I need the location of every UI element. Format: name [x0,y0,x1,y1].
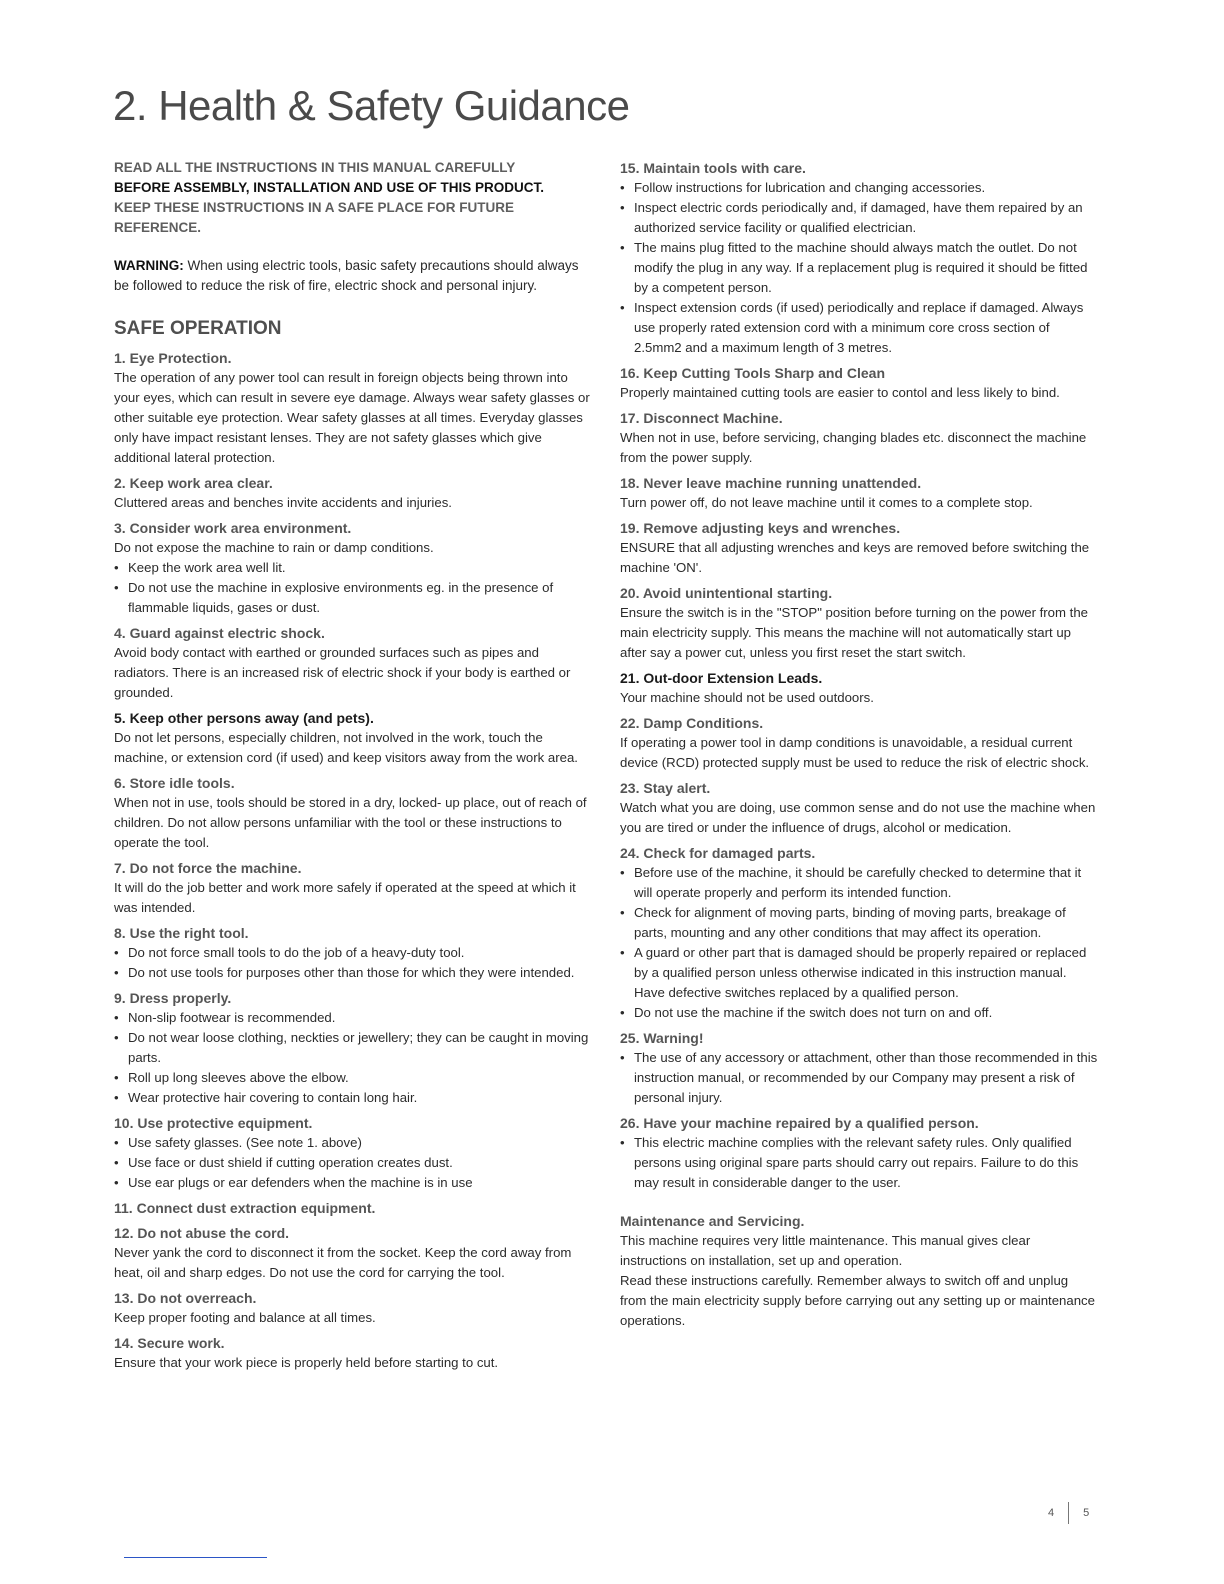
bullet-item: • Wear protective hair covering to contain long hair. [114,1088,592,1108]
left-items-list [114,348,592,1373]
safety-item [620,583,1098,663]
bullet-item: • Inspect extension cords (if used) periodically and replace if damaged. Always use properly rated extension cord with a minimum core cross section of 2.5mm2 and a maximum length of 3 metres. [620,298,1098,358]
safety-item-body [620,538,1098,578]
page-numbers [1048,1502,1089,1524]
safety-item-paragraph: Avoid body contact with earthed or grounded surfaces such as pipes and radiators. There is an increased risk of electric shock if your body is earthed or grounded. [114,645,571,700]
safety-item-body [620,603,1098,663]
bullet-item: • Use face or dust shield if cutting operation creates dust. [114,1153,592,1173]
safety-item-title: 13. Do not overreach. [114,1290,257,1306]
bullet-item: • Do not wear loose clothing, neckties or jewellery; they can be caught in moving parts. [114,1028,592,1068]
safety-item-paragraph: If operating a power tool in damp conditions is unavoidable, a residual current device (RCD) protected supply must be used to reduce the risk of electric shock. [620,735,1090,770]
safety-item [114,1198,592,1218]
safety-item-body [114,1308,592,1328]
safety-item-paragraph: Turn power off, do not leave machine until it comes to a complete stop. [620,495,1033,510]
safety-item-title: 11. Connect dust extraction equipment. [114,1200,376,1216]
safety-item-title: 1. Eye Protection. [114,350,232,366]
safety-item-title: 18. Never leave machine running unattended. [620,475,922,491]
bullet-list [114,558,592,618]
safety-item-paragraph: Watch what you are doing, use common sense and do not use the machine when you are tired or under the influence of drugs, alcohol or medication. [620,800,1096,835]
bullet-list [114,943,592,983]
bullet-item: • Use safety glasses. (See note 1. above) [114,1133,592,1153]
safety-item-title: 17. Disconnect Machine. [620,410,783,426]
safety-item-title: 25. Warning! [620,1030,704,1046]
safety-item [620,778,1098,838]
safety-item [114,1113,592,1193]
safety-item-body [114,793,592,853]
safety-item [620,473,1098,513]
safety-item [114,518,592,618]
bullet-item: • The mains plug fitted to the machine should always match the outlet. Do not modify the plug in any way. If a replacement plug is required it should be fitted by a competent person. [620,238,1098,298]
safety-item-title: 21. Out-door Extension Leads. [620,670,823,686]
intro-line: BEFORE ASSEMBLY, INSTALLATION AND USE OF THIS PRODUCT. [114,180,545,195]
bullet-list [620,863,1098,1023]
bullet-list [620,1133,1098,1193]
safety-item [620,713,1098,773]
maintenance-paragraph: This machine requires very little maintenance. This manual gives clear instructions on installation, set up and operation. [620,1233,1031,1268]
safety-item-title: 7. Do not force the machine. [114,860,302,876]
warning-text: When using electric tools, basic safety precautions should always be followed to reduce the risk of fire, electric shock and personal injury. [114,258,579,293]
safety-item [114,858,592,918]
maintenance-paragraph: Read these instructions carefully. Remember always to switch off and unplug from the main electricity supply before carrying out any setting up or maintenance operations. [620,1273,1095,1328]
safety-item-paragraph: Ensure the switch is in the "STOP" position before turning on the power from the main electricity supply. This means the machine will not automatically start up after say a power cut, unless you first reset the start switch. [620,605,1088,660]
footer-rule [124,1557,267,1558]
safety-item [114,348,592,468]
page-number-divider [1068,1502,1069,1524]
safety-item-body [114,1133,592,1193]
bullet-item: • Follow instructions for lubrication and changing accessories. [620,178,1098,198]
bullet-item: • Use ear plugs or ear defenders when the machine is in use [114,1173,592,1193]
bullet-item: • Before use of the machine, it should be carefully checked to determine that it will operate properly and perform its intended function. [620,863,1098,903]
bullet-item: • Check for alignment of moving parts, binding of moving parts, breakage of parts, mounting and any other conditions that may affect its operation. [620,903,1098,943]
safety-item-body [114,643,592,703]
safety-item-body [114,728,592,768]
safety-item [114,923,592,983]
safety-item-title: 15. Maintain tools with care. [620,160,806,176]
safety-item [620,363,1098,403]
bullet-list [114,1133,592,1193]
safety-item [114,708,592,768]
bullet-list [114,1008,592,1108]
safety-item-paragraph: Keep proper footing and balance at all times. [114,1310,376,1325]
bullet-item: • Do not force small tools to do the job of a heavy-duty tool. [114,943,592,963]
safety-item [620,1028,1098,1108]
intro-notice [114,158,592,238]
bullet-item: • Do not use tools for purposes other than those for which they were intended. [114,963,592,983]
maintenance-section [620,1211,1098,1331]
safety-item [114,473,592,513]
safety-item-body [620,178,1098,358]
safety-item [114,1333,592,1373]
safety-item-title: 19. Remove adjusting keys and wrenches. [620,520,901,536]
maintenance-body [620,1231,1098,1331]
safety-item-body [620,428,1098,468]
safety-item-paragraph: Never yank the cord to disconnect it from the socket. Keep the cord away from heat, oil and sharp edges. Do not use the cord for carrying the tool. [114,1245,572,1280]
safety-item-title: 2. Keep work area clear. [114,475,273,491]
safety-item-body [114,878,592,918]
right-items-list [620,158,1098,1193]
left-column [114,158,592,1378]
safety-item-body [114,538,592,618]
safety-item [620,408,1098,468]
safety-item [114,773,592,853]
bullet-list [620,178,1098,358]
safety-item-title: 22. Damp Conditions. [620,715,764,731]
safety-item-paragraph: It will do the job better and work more safely if operated at the speed at which it was intended. [114,880,576,915]
warning-label: WARNING: [114,258,184,273]
page-number-right: 5 [1083,1507,1090,1519]
safety-item-body [620,798,1098,838]
safety-item-body [114,1008,592,1108]
safety-item-body [114,493,592,513]
safety-item-body [620,863,1098,1023]
safety-item-paragraph: Cluttered areas and benches invite accidents and injuries. [114,495,452,510]
page-number-left: 4 [1048,1507,1055,1519]
safety-item-title: 9. Dress properly. [114,990,232,1006]
safety-item-paragraph: Properly maintained cutting tools are easier to contol and less likely to bind. [620,385,1060,400]
safety-item-paragraph: Your machine should not be used outdoors. [620,690,874,705]
intro-line: KEEP THESE INSTRUCTIONS IN A SAFE PLACE FOR FUTURE REFERENCE. [114,200,515,235]
safety-item-title: 24. Check for damaged parts. [620,845,816,861]
bullet-item: • A guard or other part that is damaged should be properly repaired or replaced by a qualified person unless otherwise indicated in this instruction manual. Have defective switches replaced by a qualified person. [620,943,1098,1003]
safety-item-paragraph: Ensure that your work piece is properly held before starting to cut. [114,1355,499,1370]
bullet-item: • Roll up long sleeves above the elbow. [114,1068,592,1088]
safety-item [114,623,592,703]
safety-item [620,668,1098,708]
safety-item-title: 20. Avoid unintentional starting. [620,585,833,601]
safety-item-body [620,493,1098,513]
safety-item-body [114,1243,592,1283]
safety-item-body [620,1133,1098,1193]
safety-item-title: 8. Use the right tool. [114,925,249,941]
safety-item [620,1113,1098,1193]
warning-paragraph [114,256,592,296]
page-title: 2. Health & Safety Guidance [113,82,630,129]
bullet-item: • Non-slip footwear is recommended. [114,1008,592,1028]
safety-item [114,1288,592,1328]
safety-item-paragraph: When not in use, tools should be stored in a dry, locked- up place, out of reach of children. Do not allow persons unfamiliar with the tool or these instructions to operate the tool. [114,795,587,850]
safety-item-title: 23. Stay alert. [620,780,711,796]
safety-item [620,843,1098,1023]
section-heading: SAFE OPERATION [114,318,282,339]
safety-item-paragraph: Do not expose the machine to rain or damp conditions. [114,540,434,555]
safety-item-title: 14. Secure work. [114,1335,225,1351]
bullet-item: • Do not use the machine in explosive environments eg. in the presence of flammable liquids, gases or dust. [114,578,592,618]
safety-item-title: 4. Guard against electric shock. [114,625,325,641]
safety-item-body [620,688,1098,708]
right-column [620,158,1098,1336]
safety-item-title: 12. Do not abuse the cord. [114,1225,290,1241]
safety-item-body [620,733,1098,773]
bullet-item: • Do not use the machine if the switch does not turn on and off. [620,1003,1098,1023]
safety-item-paragraph: Do not let persons, especially children, not involved in the work, touch the machine, or extension cord (if used) and keep visitors away from the work area. [114,730,578,765]
intro-line: READ ALL THE INSTRUCTIONS IN THIS MANUAL CAREFULLY [114,160,516,175]
safety-item [114,988,592,1108]
safety-item-title: 6. Store idle tools. [114,775,235,791]
safety-item-paragraph: ENSURE that all adjusting wrenches and keys are removed before switching the machine 'ON'. [620,540,1090,575]
safety-item-body [114,368,592,468]
bullet-list [620,1048,1098,1108]
bullet-item: • Keep the work area well lit. [114,558,592,578]
safety-item-title: 10. Use protective equipment. [114,1115,313,1131]
safety-item-title: 26. Have your machine repaired by a qualified person. [620,1115,979,1131]
safety-item-title: 5. Keep other persons away (and pets). [114,710,374,726]
safety-item-body [620,383,1098,403]
safety-item [620,518,1098,578]
safety-item-paragraph: The operation of any power tool can result in foreign objects being thrown into your eyes, which can result in severe eye damage. Always wear safety glasses or other suitable eye protection. Wear safety glasses at all times. Everyday glasses only have impact resistant lenses. They are not safety glasses which give additional lateral protection. [114,370,590,465]
safety-item [620,158,1098,358]
maintenance-title: Maintenance and Servicing. [620,1213,805,1229]
safety-item-paragraph: When not in use, before servicing, changing blades etc. disconnect the machine from the power supply. [620,430,1087,465]
safety-item-title: 16. Keep Cutting Tools Sharp and Clean [620,365,885,381]
safety-item-body [114,943,592,983]
safety-item [114,1223,592,1283]
safety-item-body [620,1048,1098,1108]
bullet-item: • The use of any accessory or attachment, other than those recommended in this instruction manual, or recommended by our Company may present a risk of personal injury. [620,1048,1098,1108]
bullet-item: • Inspect electric cords periodically and, if damaged, have them repaired by an authorized service facility or qualified electrician. [620,198,1098,238]
safety-item-body [114,1353,592,1373]
bullet-item: • This electric machine complies with the relevant safety rules. Only qualified persons using original spare parts should carry out repairs. Failure to do this may result in considerable danger to the user. [620,1133,1098,1193]
safety-item-title: 3. Consider work area environment. [114,520,352,536]
